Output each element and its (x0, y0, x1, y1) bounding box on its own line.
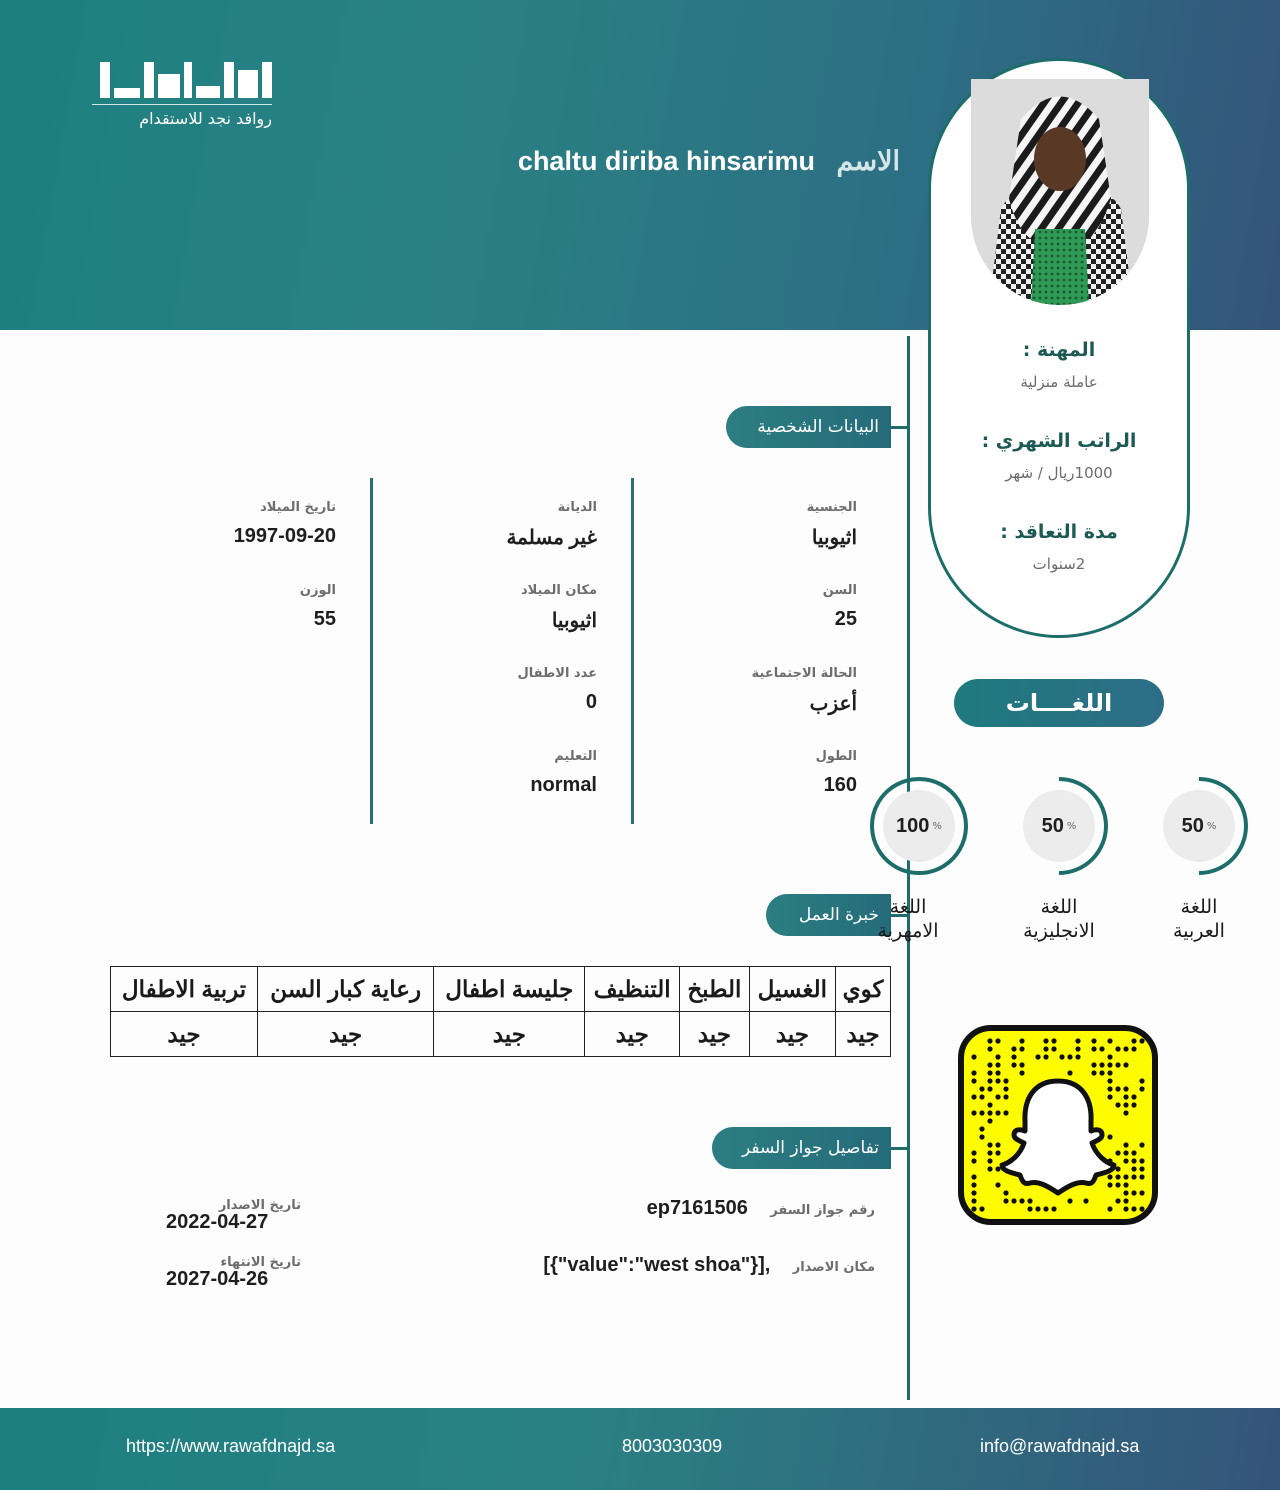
height-label: الطول (815, 749, 857, 764)
column-divider-1 (631, 478, 634, 824)
salary-field (931, 430, 1187, 482)
education-label: التعليم (554, 749, 597, 764)
passport-number-label: رقم جواز السفر (770, 1203, 875, 1218)
language-name-amharic (864, 895, 952, 943)
language-percent-value: 50 (1041, 814, 1064, 837)
profession-label: المهنة : (1022, 339, 1096, 361)
marital-label: الحالة الاجتماعية (751, 666, 857, 681)
skill-level: جيد (680, 1012, 750, 1057)
skills-level-row (111, 1012, 891, 1057)
salary-value: 1000ريال / شهر (1005, 464, 1113, 482)
expiry-date-value: 2027-04-26 (166, 1268, 269, 1290)
footer-phone[interactable]: 8003030309 (622, 1436, 723, 1456)
issue-place-value: [{"value":"west shoa"}], (543, 1254, 771, 1276)
snapcode-qr[interactable] (958, 1025, 1158, 1225)
language-percent-value: 50 (1181, 814, 1204, 837)
skill-header: الغسيل (749, 967, 835, 1012)
religion-label: الديانة (557, 500, 597, 515)
language-meter-amharic (869, 776, 969, 876)
profession-field (931, 339, 1187, 391)
skill-level: جيد (111, 1012, 258, 1057)
weight-field (300, 583, 336, 631)
skill-header: جليسة اطفال (434, 967, 585, 1012)
worker-name: chaltu diriba hinsarimu (517, 146, 815, 176)
expiry-date-field (166, 1255, 301, 1291)
birthplace-label: مكان الميلاد (520, 583, 597, 598)
birthdate-label: تاريخ الميلاد (260, 500, 336, 515)
weight-label: الوزن (299, 583, 336, 598)
skill-level: جيد (836, 1012, 891, 1057)
education-value: normal (530, 774, 597, 796)
children-value: 0 (585, 691, 597, 713)
skill-level: جيد (749, 1012, 835, 1057)
skill-header: الطبخ (680, 967, 750, 1012)
nationality-value: اثيوبيا (811, 527, 857, 549)
language-meter-english (1009, 776, 1109, 876)
language-meter-center (1023, 790, 1095, 862)
marital-value: أعزب (809, 693, 857, 715)
profession-value: عاملة منزلية (1020, 373, 1098, 391)
language-name-line2: الانجليزية (1023, 920, 1095, 942)
logo-rule (92, 104, 272, 105)
skill-level: جيد (258, 1012, 434, 1057)
name-label: الاسم (836, 146, 900, 176)
language-meter-arabic (1149, 776, 1249, 876)
section-passport: تفاصيل جواز السفر (712, 1127, 891, 1169)
language-percent-value: 100 (896, 814, 930, 837)
birthplace-value: اثيوبيا (551, 610, 597, 632)
issue-date-label: تاريخ الاصدار (218, 1198, 301, 1213)
worker-photo-image (971, 79, 1149, 305)
birthdate-value: 1997-09-20 (233, 525, 336, 547)
skill-level: جيد (434, 1012, 585, 1057)
language-name-line2: الامهرية (877, 920, 939, 942)
contract-label: مدة التعاقد : (1000, 521, 1118, 543)
religion-field (506, 500, 597, 550)
nationality-field (807, 500, 857, 550)
language-name-line1: اللغة (1040, 896, 1078, 918)
footer-email-link[interactable]: info@rawafdnajd.sa (980, 1436, 1140, 1456)
skill-header: كوي (836, 967, 891, 1012)
age-value: 25 (834, 608, 857, 630)
percent-sign: % (1206, 820, 1217, 832)
logo-mark (88, 58, 272, 98)
contract-value: 2سنوات (1032, 555, 1086, 573)
height-value: 160 (823, 774, 857, 796)
issue-date-value: 2022-04-27 (166, 1211, 269, 1233)
footer-website-link[interactable]: https://www.rawafdnajd.sa (126, 1436, 336, 1456)
language-name-line1: اللغة (889, 896, 927, 918)
skill-level: جيد (585, 1012, 680, 1057)
language-name-line1: اللغة (1180, 896, 1218, 918)
skill-header: رعاية كبار السن (258, 967, 434, 1012)
height-field (816, 749, 857, 797)
birthplace-field (521, 583, 597, 633)
age-field (823, 583, 857, 631)
children-field (518, 666, 598, 714)
issue-place-label: مكان الاصدار (792, 1260, 875, 1275)
expiry-date-label: تاريخ الانتهاء (220, 1255, 301, 1270)
company-logo (88, 58, 272, 138)
language-name-arabic (1144, 895, 1254, 943)
language-meter-center (1163, 790, 1235, 862)
language-name-line2: العربية (1173, 920, 1225, 942)
skills-table (110, 966, 891, 1057)
passport-number-field (647, 1197, 875, 1220)
children-label: عدد الاطفال (517, 666, 597, 681)
percent-sign: % (932, 820, 942, 832)
language-name-english (1004, 895, 1114, 943)
marital-field (752, 666, 857, 716)
section-passport-connector (891, 1147, 909, 1150)
language-meter-center (883, 790, 955, 862)
profile-card (928, 58, 1190, 638)
salary-label: الراتب الشهري : (981, 430, 1137, 452)
logo-text: روافد نجد للاستقدام (139, 109, 272, 128)
section-personal-connector (891, 426, 909, 429)
languages-heading: اللغــــات (954, 679, 1164, 727)
issue-place-field (543, 1254, 875, 1277)
birthdate-field (234, 500, 336, 548)
nationality-label: الجنسية (806, 500, 857, 515)
passport-number-value: ep7161506 (646, 1197, 748, 1219)
worker-photo (971, 79, 1149, 305)
education-field (530, 749, 597, 797)
footer-bar (0, 1408, 1280, 1490)
skills-header-row (111, 967, 891, 1012)
worker-name-line (518, 146, 900, 177)
issue-date-field (166, 1198, 301, 1234)
section-personal: البيانات الشخصية (726, 406, 891, 448)
weight-value: 55 (313, 608, 336, 630)
snapchat-ghost-icon (958, 1025, 1158, 1225)
section-experience: خبرة العمل (766, 894, 891, 936)
percent-sign: % (1066, 820, 1077, 832)
skill-header: تربية الاطفال (111, 967, 258, 1012)
contract-field (931, 521, 1187, 573)
age-label: السن (822, 583, 857, 598)
skill-header: التنظيف (585, 967, 680, 1012)
column-divider-2 (370, 478, 373, 824)
religion-value: غير مسلمة (506, 527, 597, 549)
